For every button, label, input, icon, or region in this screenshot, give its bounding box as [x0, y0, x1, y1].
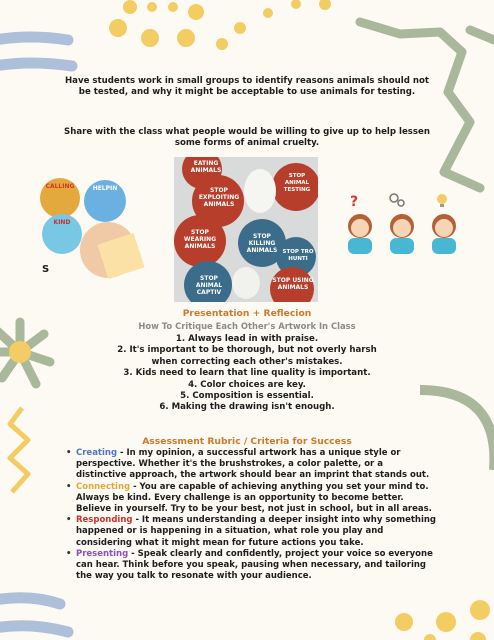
svg-text:?: ?	[350, 194, 359, 210]
rubric-list	[76, 448, 436, 582]
sticker-helpin	[84, 180, 126, 222]
sign-stop-killing: STOP KILLING ANIMALS	[246, 233, 278, 254]
rubric-term: Creating	[76, 448, 118, 458]
kid-1	[348, 214, 372, 254]
rubric-text: - Speak clearly and confidently, project your voice so everyone can hear. Think before you speak, pausing when necessary, and tailoring the way you talk to resonate with your audience.	[76, 548, 433, 582]
list-item: 3. Kids need to learn that line quality is important.	[123, 368, 371, 379]
assessment-title: Assessment Rubric / Criteria for Success	[142, 436, 352, 447]
sign-stop-trophy-hunting: STOP TRO HUNTI	[282, 249, 314, 262]
stop-animal-cruelty-signs-image	[174, 157, 318, 302]
list-item: 1. Always lead in with praise.	[175, 334, 319, 344]
intro-paragraph-1: Have students work in small groups to identify reasons animals should not be tested, and why it might be acceptable to use animals for testing.	[64, 76, 430, 98]
sign-stop-captivity: STOP ANIMAL CAPTIV	[195, 275, 223, 296]
sign-stop-testing: STOP ANIMAL TESTING	[283, 173, 311, 193]
intro-paragraph-2: Share with the class what people would be willing to give up to help lessen some forms of animal cruelty.	[64, 127, 430, 149]
rubric-text: - You are capable of achieving anything you set your mind to. Always be kind. Every challenge is an opportunity to become better. Believe in yourself. Try to be your best, not just in school, but in all areas.	[76, 481, 432, 515]
sign-eating-animals: EATING ANIMALS	[190, 160, 222, 174]
rubric-item-creating	[76, 448, 436, 482]
presentation-subtitle: How To Critique Each Other's Artwork In Class	[138, 321, 356, 331]
rubric-item-responding	[76, 515, 436, 549]
list-item: 2. It's important to be thorough, but not overly harsh when correcting each other's mistakes.	[117, 345, 377, 367]
sticker-kind	[42, 214, 82, 254]
rubric-item-presenting	[76, 549, 436, 583]
rubric-text: - It means understanding a deeper insight into why something happened or is happening in a situation, what role you play and considering what it might mean for future actions you take.	[76, 515, 437, 548]
sign-stop-using: STOP USING ANIMALS	[272, 277, 314, 291]
thinking-kids-drawing	[340, 190, 464, 256]
thinking-kids-image	[340, 190, 464, 256]
sticker-calling	[40, 178, 80, 218]
kids-stickers-image	[40, 178, 140, 280]
kid-2	[390, 214, 414, 254]
critique-list	[60, 334, 434, 414]
list-item: 5. Composition is essential.	[180, 391, 314, 402]
list-item: 4. Color choices are key.	[188, 379, 306, 390]
list-item: 6. Making the drawing isn't enough.	[159, 402, 335, 413]
rubric-term: Responding	[76, 515, 133, 526]
rubric-text: - In my opinion, a successful artwork has a unique style or perspective. Whether it's the brushstrokes, a color palette, or a distinctive approach, the artwork should bear an imprint that stands out.	[76, 448, 430, 481]
rubric-item-connecting	[76, 482, 436, 516]
sticker-calling-label: CALLING	[45, 183, 75, 190]
rubric-term: Connecting	[76, 481, 131, 492]
sticker-kind-label: KIND	[53, 219, 71, 226]
presentation-title: Presentation + Reflecion	[182, 308, 312, 319]
rubric-term: Presenting	[76, 548, 129, 559]
kid-3	[432, 214, 456, 254]
sticker-helpin-label: HELPIN	[92, 185, 118, 192]
sign-stop-exploiting: STOP EXPLOITING ANIMALS	[198, 187, 240, 208]
sticker-partial-s: S	[42, 264, 50, 275]
sign-stop-wearing: STOP WEARING ANIMALS	[183, 229, 217, 250]
